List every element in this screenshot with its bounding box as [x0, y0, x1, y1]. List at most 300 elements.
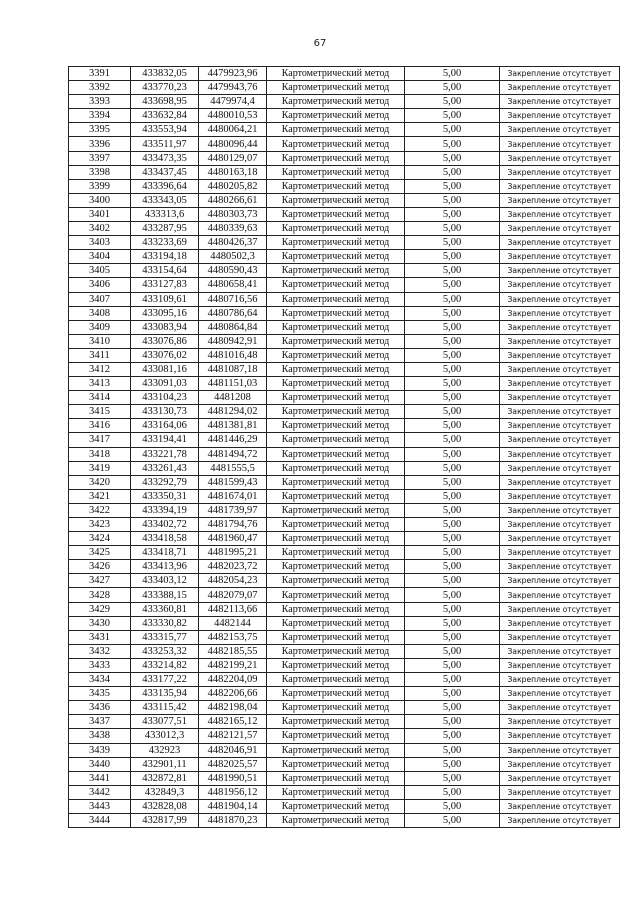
table-row	[69, 813, 620, 827]
table-row	[69, 320, 620, 334]
y-coordinate-cell: 4481956,12	[199, 785, 267, 799]
table-row	[69, 715, 620, 729]
fixing-cell: Закрепление отсутствует	[500, 391, 620, 405]
point-number-cell: 3438	[69, 729, 131, 743]
y-coordinate-cell: 4482023,72	[199, 560, 267, 574]
point-number-cell: 3436	[69, 701, 131, 715]
error-cell: 5,00	[405, 109, 500, 123]
point-number-cell: 3439	[69, 743, 131, 757]
method-cell: Картометрический метод	[267, 292, 405, 306]
error-cell: 5,00	[405, 433, 500, 447]
x-coordinate-cell: 432828,08	[131, 799, 199, 813]
x-coordinate-cell: 432923	[131, 743, 199, 757]
method-cell: Картометрический метод	[267, 532, 405, 546]
fixing-cell: Закрепление отсутствует	[500, 715, 620, 729]
method-cell: Картометрический метод	[267, 461, 405, 475]
fixing-cell: Закрепление отсутствует	[500, 377, 620, 391]
table-row	[69, 250, 620, 264]
fixing-cell: Закрепление отсутствует	[500, 785, 620, 799]
error-cell: 5,00	[405, 475, 500, 489]
method-cell: Картометрический метод	[267, 137, 405, 151]
x-coordinate-cell: 433091,03	[131, 377, 199, 391]
x-coordinate-cell: 433292,79	[131, 475, 199, 489]
x-coordinate-cell: 433194,18	[131, 250, 199, 264]
y-coordinate-cell: 4482144	[199, 616, 267, 630]
y-coordinate-cell: 4481208	[199, 391, 267, 405]
y-coordinate-cell: 4480129,07	[199, 151, 267, 165]
error-cell: 5,00	[405, 264, 500, 278]
y-coordinate-cell: 4480339,63	[199, 222, 267, 236]
x-coordinate-cell: 433076,02	[131, 348, 199, 362]
error-cell: 5,00	[405, 250, 500, 264]
x-coordinate-cell: 432901,11	[131, 757, 199, 771]
table-row	[69, 630, 620, 644]
y-coordinate-cell: 4481674,01	[199, 489, 267, 503]
method-cell: Картометрический метод	[267, 95, 405, 109]
table-row	[69, 137, 620, 151]
y-coordinate-cell: 4481016,48	[199, 348, 267, 362]
table-row	[69, 503, 620, 517]
fixing-cell: Закрепление отсутствует	[500, 574, 620, 588]
method-cell: Картометрический метод	[267, 616, 405, 630]
y-coordinate-cell: 4481794,76	[199, 518, 267, 532]
y-coordinate-cell: 4479923,96	[199, 67, 267, 81]
x-coordinate-cell: 433012,3	[131, 729, 199, 743]
error-cell: 5,00	[405, 320, 500, 334]
point-number-cell: 3409	[69, 320, 131, 334]
error-cell: 5,00	[405, 81, 500, 95]
fixing-cell: Закрепление отсутствует	[500, 334, 620, 348]
error-cell: 5,00	[405, 602, 500, 616]
error-cell: 5,00	[405, 222, 500, 236]
point-number-cell: 3397	[69, 151, 131, 165]
fixing-cell: Закрепление отсутствует	[500, 503, 620, 517]
x-coordinate-cell: 433287,95	[131, 222, 199, 236]
method-cell: Картометрический метод	[267, 743, 405, 757]
method-cell: Картометрический метод	[267, 701, 405, 715]
method-cell: Картометрический метод	[267, 320, 405, 334]
method-cell: Картометрический метод	[267, 334, 405, 348]
x-coordinate-cell: 433177,22	[131, 673, 199, 687]
table-row	[69, 222, 620, 236]
fixing-cell: Закрепление отсутствует	[500, 743, 620, 757]
error-cell: 5,00	[405, 701, 500, 715]
x-coordinate-cell: 433330,82	[131, 616, 199, 630]
point-number-cell: 3428	[69, 588, 131, 602]
point-number-cell: 3422	[69, 503, 131, 517]
fixing-cell: Закрепление отсутствует	[500, 461, 620, 475]
point-number-cell: 3433	[69, 658, 131, 672]
method-cell: Картометрический метод	[267, 546, 405, 560]
table-row	[69, 334, 620, 348]
error-cell: 5,00	[405, 151, 500, 165]
fixing-cell: Закрепление отсутствует	[500, 532, 620, 546]
error-cell: 5,00	[405, 489, 500, 503]
point-number-cell: 3394	[69, 109, 131, 123]
table-row	[69, 193, 620, 207]
error-cell: 5,00	[405, 362, 500, 376]
point-number-cell: 3404	[69, 250, 131, 264]
point-number-cell: 3407	[69, 292, 131, 306]
x-coordinate-cell: 432872,81	[131, 771, 199, 785]
fixing-cell: Закрепление отсутствует	[500, 320, 620, 334]
table-row	[69, 461, 620, 475]
fixing-cell: Закрепление отсутствует	[500, 405, 620, 419]
point-number-cell: 3435	[69, 687, 131, 701]
error-cell: 5,00	[405, 193, 500, 207]
y-coordinate-cell: 4482054,23	[199, 574, 267, 588]
table-row	[69, 362, 620, 376]
x-coordinate-cell: 433418,71	[131, 546, 199, 560]
fixing-cell: Закрепление отсутствует	[500, 123, 620, 137]
method-cell: Картометрический метод	[267, 264, 405, 278]
error-cell: 5,00	[405, 405, 500, 419]
fixing-cell: Закрепление отсутствует	[500, 362, 620, 376]
method-cell: Картометрический метод	[267, 391, 405, 405]
method-cell: Картометрический метод	[267, 405, 405, 419]
fixing-cell: Закрепление отсутствует	[500, 151, 620, 165]
table-row	[69, 475, 620, 489]
point-number-cell: 3408	[69, 306, 131, 320]
fixing-cell: Закрепление отсутствует	[500, 602, 620, 616]
method-cell: Картометрический метод	[267, 644, 405, 658]
table-row	[69, 673, 620, 687]
method-cell: Картометрический метод	[267, 348, 405, 362]
table-row	[69, 306, 620, 320]
table-row	[69, 419, 620, 433]
x-coordinate-cell: 433076,86	[131, 334, 199, 348]
point-number-cell: 3444	[69, 813, 131, 827]
table-row	[69, 207, 620, 221]
error-cell: 5,00	[405, 546, 500, 560]
point-number-cell: 3401	[69, 207, 131, 221]
fixing-cell: Закрепление отсутствует	[500, 278, 620, 292]
fixing-cell: Закрепление отсутствует	[500, 447, 620, 461]
y-coordinate-cell: 4480942,91	[199, 334, 267, 348]
table-row	[69, 588, 620, 602]
table-row	[69, 602, 620, 616]
error-cell: 5,00	[405, 137, 500, 151]
table-row	[69, 123, 620, 137]
x-coordinate-cell: 433154,64	[131, 264, 199, 278]
y-coordinate-cell: 4482153,75	[199, 630, 267, 644]
x-coordinate-cell: 433221,78	[131, 447, 199, 461]
table-row	[69, 546, 620, 560]
method-cell: Картометрический метод	[267, 419, 405, 433]
method-cell: Картометрический метод	[267, 757, 405, 771]
y-coordinate-cell: 4481446,29	[199, 433, 267, 447]
point-number-cell: 3392	[69, 81, 131, 95]
fixing-cell: Закрепление отсутствует	[500, 771, 620, 785]
method-cell: Картометрический метод	[267, 475, 405, 489]
method-cell: Картометрический метод	[267, 250, 405, 264]
y-coordinate-cell: 4481599,43	[199, 475, 267, 489]
method-cell: Картометрический метод	[267, 278, 405, 292]
point-number-cell: 3395	[69, 123, 131, 137]
point-number-cell: 3427	[69, 574, 131, 588]
point-number-cell: 3421	[69, 489, 131, 503]
x-coordinate-cell: 433083,94	[131, 320, 199, 334]
fixing-cell: Закрепление отсутствует	[500, 250, 620, 264]
table-row	[69, 165, 620, 179]
error-cell: 5,00	[405, 165, 500, 179]
method-cell: Картометрический метод	[267, 179, 405, 193]
error-cell: 5,00	[405, 574, 500, 588]
table-row	[69, 278, 620, 292]
y-coordinate-cell: 4482198,04	[199, 701, 267, 715]
fixing-cell: Закрепление отсутствует	[500, 67, 620, 81]
fixing-cell: Закрепление отсутствует	[500, 630, 620, 644]
table-row	[69, 701, 620, 715]
fixing-cell: Закрепление отсутствует	[500, 729, 620, 743]
point-number-cell: 3400	[69, 193, 131, 207]
point-number-cell: 3424	[69, 532, 131, 546]
method-cell: Картометрический метод	[267, 560, 405, 574]
table-row	[69, 81, 620, 95]
y-coordinate-cell: 4481990,51	[199, 771, 267, 785]
method-cell: Картометрический метод	[267, 81, 405, 95]
y-coordinate-cell: 4482206,66	[199, 687, 267, 701]
fixing-cell: Закрепление отсутствует	[500, 658, 620, 672]
point-number-cell: 3406	[69, 278, 131, 292]
table-row	[69, 95, 620, 109]
error-cell: 5,00	[405, 644, 500, 658]
x-coordinate-cell: 433315,77	[131, 630, 199, 644]
y-coordinate-cell: 4481087,18	[199, 362, 267, 376]
x-coordinate-cell: 433553,94	[131, 123, 199, 137]
x-coordinate-cell: 433135,94	[131, 687, 199, 701]
table-row	[69, 377, 620, 391]
fixing-cell: Закрепление отсутствует	[500, 193, 620, 207]
x-coordinate-cell: 433313,6	[131, 207, 199, 221]
error-cell: 5,00	[405, 588, 500, 602]
point-number-cell: 3412	[69, 362, 131, 376]
method-cell: Картометрический метод	[267, 151, 405, 165]
x-coordinate-cell: 433343,05	[131, 193, 199, 207]
point-number-cell: 3440	[69, 757, 131, 771]
table-row	[69, 264, 620, 278]
error-cell: 5,00	[405, 673, 500, 687]
error-cell: 5,00	[405, 518, 500, 532]
x-coordinate-cell: 432817,99	[131, 813, 199, 827]
method-cell: Картометрический метод	[267, 306, 405, 320]
x-coordinate-cell: 433194,41	[131, 433, 199, 447]
y-coordinate-cell: 4480096,44	[199, 137, 267, 151]
point-number-cell: 3391	[69, 67, 131, 81]
y-coordinate-cell: 4480303,73	[199, 207, 267, 221]
table-row	[69, 687, 620, 701]
x-coordinate-cell: 433403,12	[131, 574, 199, 588]
method-cell: Картометрический метод	[267, 574, 405, 588]
error-cell: 5,00	[405, 630, 500, 644]
x-coordinate-cell: 433473,35	[131, 151, 199, 165]
y-coordinate-cell: 4481870,23	[199, 813, 267, 827]
x-coordinate-cell: 433832,05	[131, 67, 199, 81]
table-row	[69, 109, 620, 123]
y-coordinate-cell: 4482046,91	[199, 743, 267, 757]
x-coordinate-cell: 433077,51	[131, 715, 199, 729]
table-row	[69, 729, 620, 743]
point-number-cell: 3423	[69, 518, 131, 532]
x-coordinate-cell: 433164,06	[131, 419, 199, 433]
x-coordinate-cell: 433081,16	[131, 362, 199, 376]
error-cell: 5,00	[405, 123, 500, 137]
point-number-cell: 3443	[69, 799, 131, 813]
x-coordinate-cell: 433350,31	[131, 489, 199, 503]
method-cell: Картометрический метод	[267, 813, 405, 827]
table-row	[69, 785, 620, 799]
y-coordinate-cell: 4481739,97	[199, 503, 267, 517]
fixing-cell: Закрепление отсутствует	[500, 518, 620, 532]
y-coordinate-cell: 4480064,21	[199, 123, 267, 137]
x-coordinate-cell: 433095,16	[131, 306, 199, 320]
table-row	[69, 151, 620, 165]
error-cell: 5,00	[405, 236, 500, 250]
table-row	[69, 644, 620, 658]
error-cell: 5,00	[405, 785, 500, 799]
table-row	[69, 532, 620, 546]
method-cell: Картометрический метод	[267, 433, 405, 447]
fixing-cell: Закрепление отсутствует	[500, 701, 620, 715]
table-row	[69, 771, 620, 785]
table-row	[69, 348, 620, 362]
x-coordinate-cell: 433402,72	[131, 518, 199, 532]
point-number-cell: 3396	[69, 137, 131, 151]
y-coordinate-cell: 4479943,76	[199, 81, 267, 95]
error-cell: 5,00	[405, 334, 500, 348]
point-number-cell: 3414	[69, 391, 131, 405]
y-coordinate-cell: 4480590,43	[199, 264, 267, 278]
table-row	[69, 799, 620, 813]
method-cell: Картометрический метод	[267, 602, 405, 616]
table-row	[69, 391, 620, 405]
x-coordinate-cell: 433413,96	[131, 560, 199, 574]
y-coordinate-cell: 4481381,81	[199, 419, 267, 433]
x-coordinate-cell: 433109,61	[131, 292, 199, 306]
method-cell: Картометрический метод	[267, 715, 405, 729]
fixing-cell: Закрепление отсутствует	[500, 687, 620, 701]
table-row	[69, 757, 620, 771]
point-number-cell: 3418	[69, 447, 131, 461]
x-coordinate-cell: 433418,58	[131, 532, 199, 546]
fixing-cell: Закрепление отсутствует	[500, 236, 620, 250]
x-coordinate-cell: 433770,23	[131, 81, 199, 95]
method-cell: Картометрический метод	[267, 785, 405, 799]
fixing-cell: Закрепление отсутствует	[500, 433, 620, 447]
error-cell: 5,00	[405, 447, 500, 461]
fixing-cell: Закрепление отсутствует	[500, 419, 620, 433]
point-number-cell: 3420	[69, 475, 131, 489]
page-number: 67	[313, 38, 327, 49]
point-number-cell: 3431	[69, 630, 131, 644]
fixing-cell: Закрепление отсутствует	[500, 179, 620, 193]
point-number-cell: 3405	[69, 264, 131, 278]
method-cell: Картометрический метод	[267, 673, 405, 687]
table-row	[69, 447, 620, 461]
error-cell: 5,00	[405, 771, 500, 785]
table-row	[69, 67, 620, 81]
table-row	[69, 433, 620, 447]
y-coordinate-cell: 4481960,47	[199, 532, 267, 546]
point-number-cell: 3417	[69, 433, 131, 447]
fixing-cell: Закрепление отсутствует	[500, 757, 620, 771]
y-coordinate-cell: 4480010,53	[199, 109, 267, 123]
method-cell: Картометрический метод	[267, 687, 405, 701]
table-row	[69, 616, 620, 630]
y-coordinate-cell: 4482199,21	[199, 658, 267, 672]
y-coordinate-cell: 4480716,56	[199, 292, 267, 306]
point-number-cell: 3399	[69, 179, 131, 193]
point-number-cell: 3434	[69, 673, 131, 687]
y-coordinate-cell: 4482185,55	[199, 644, 267, 658]
y-coordinate-cell: 4481294,02	[199, 405, 267, 419]
y-coordinate-cell: 4480658,41	[199, 278, 267, 292]
point-number-cell: 3415	[69, 405, 131, 419]
x-coordinate-cell: 432849,3	[131, 785, 199, 799]
error-cell: 5,00	[405, 67, 500, 81]
error-cell: 5,00	[405, 687, 500, 701]
y-coordinate-cell: 4480864,84	[199, 320, 267, 334]
table-row	[69, 658, 620, 672]
fixing-cell: Закрепление отсутствует	[500, 348, 620, 362]
error-cell: 5,00	[405, 616, 500, 630]
fixing-cell: Закрепление отсутствует	[500, 560, 620, 574]
method-cell: Картометрический метод	[267, 67, 405, 81]
fixing-cell: Закрепление отсутствует	[500, 165, 620, 179]
x-coordinate-cell: 433261,43	[131, 461, 199, 475]
fixing-cell: Закрепление отсутствует	[500, 222, 620, 236]
x-coordinate-cell: 433632,84	[131, 109, 199, 123]
fixing-cell: Закрепление отсутствует	[500, 264, 620, 278]
x-coordinate-cell: 433115,42	[131, 701, 199, 715]
error-cell: 5,00	[405, 560, 500, 574]
point-number-cell: 3430	[69, 616, 131, 630]
x-coordinate-cell: 433394,19	[131, 503, 199, 517]
y-coordinate-cell: 4481494,72	[199, 447, 267, 461]
method-cell: Картометрический метод	[267, 193, 405, 207]
y-coordinate-cell: 4480426,37	[199, 236, 267, 250]
error-cell: 5,00	[405, 532, 500, 546]
y-coordinate-cell: 4480205,82	[199, 179, 267, 193]
table-row	[69, 405, 620, 419]
x-coordinate-cell: 433127,83	[131, 278, 199, 292]
table-row	[69, 292, 620, 306]
point-number-cell: 3425	[69, 546, 131, 560]
x-coordinate-cell: 433104,23	[131, 391, 199, 405]
table-body	[69, 67, 620, 828]
method-cell: Картометрический метод	[267, 377, 405, 391]
fixing-cell: Закрепление отсутствует	[500, 137, 620, 151]
y-coordinate-cell: 4480502,3	[199, 250, 267, 264]
method-cell: Картометрический метод	[267, 222, 405, 236]
y-coordinate-cell: 4482165,12	[199, 715, 267, 729]
y-coordinate-cell: 4481904,14	[199, 799, 267, 813]
error-cell: 5,00	[405, 306, 500, 320]
method-cell: Картометрический метод	[267, 165, 405, 179]
method-cell: Картометрический метод	[267, 123, 405, 137]
fixing-cell: Закрепление отсутствует	[500, 306, 620, 320]
table-row	[69, 518, 620, 532]
error-cell: 5,00	[405, 278, 500, 292]
method-cell: Картометрический метод	[267, 588, 405, 602]
point-number-cell: 3432	[69, 644, 131, 658]
method-cell: Картометрический метод	[267, 630, 405, 644]
error-cell: 5,00	[405, 391, 500, 405]
y-coordinate-cell: 4481995,21	[199, 546, 267, 560]
point-number-cell: 3416	[69, 419, 131, 433]
error-cell: 5,00	[405, 799, 500, 813]
method-cell: Картометрический метод	[267, 658, 405, 672]
